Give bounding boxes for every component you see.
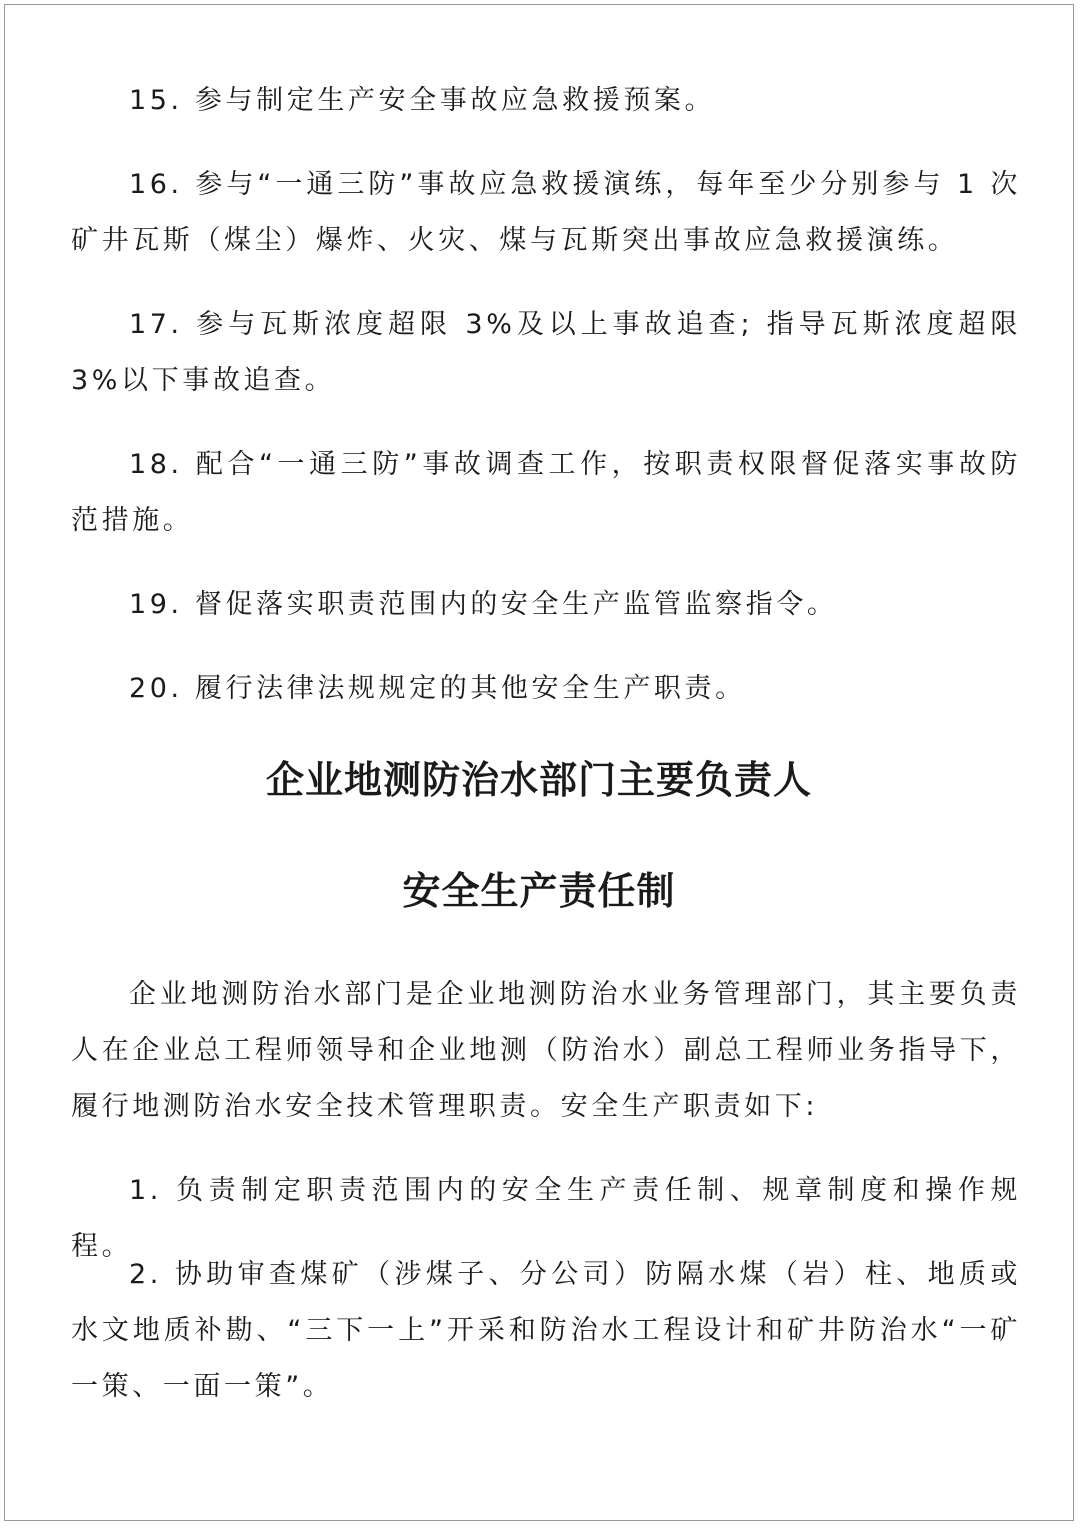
item-19: 19. 督促落实职责范围内的安全生产监管监察指令。 [129, 589, 838, 620]
section-title-line1: 企业地测防治水部门主要负责人 [265, 757, 812, 802]
item-15: 15. 参与制定生产安全事故应急救援预案。 [129, 85, 716, 116]
section-intro: 企业地测防治水部门是企业地测防治水业务管理部门，其主要负责人在企业总工程师领导和企业地测（防治水）副总工程师业务指导下，履行地测防治水安全技术管理职责。安全生产职责如下: [71, 979, 1021, 1122]
document-page [4, 4, 1074, 1521]
section-item-1: 1. 负责制定职责范围内的安全生产责任制、规章制度和操作规程。 [71, 1175, 1021, 1262]
section-item-2: 2. 协助审查煤矿（涉煤子、分公司）防隔水煤（岩）柱、地质或水文地质补勘、“三下一上”开采和防治水工程设计和矿井防治水“一矿一策、一面一策”。 [71, 1259, 1021, 1402]
section-title-line2: 安全生产责任制 [402, 868, 676, 913]
item-18: 18. 配合“一通三防”事故调查工作，按职责权限督促落实事故防范措施。 [71, 449, 1021, 536]
item-20: 20. 履行法律法规规定的其他安全生产职责。 [129, 673, 746, 704]
item-17: 17. 参与瓦斯浓度超限 3%及以上事故追查; 指导瓦斯浓度超限 3%以下事故追查。 [71, 309, 1021, 396]
item-16: 16. 参与“一通三防”事故应急救援演练，每年至少分别参与 1 次矿井瓦斯（煤尘）爆炸、火灾、煤与瓦斯突出事故应急救援演练。 [71, 169, 1021, 256]
